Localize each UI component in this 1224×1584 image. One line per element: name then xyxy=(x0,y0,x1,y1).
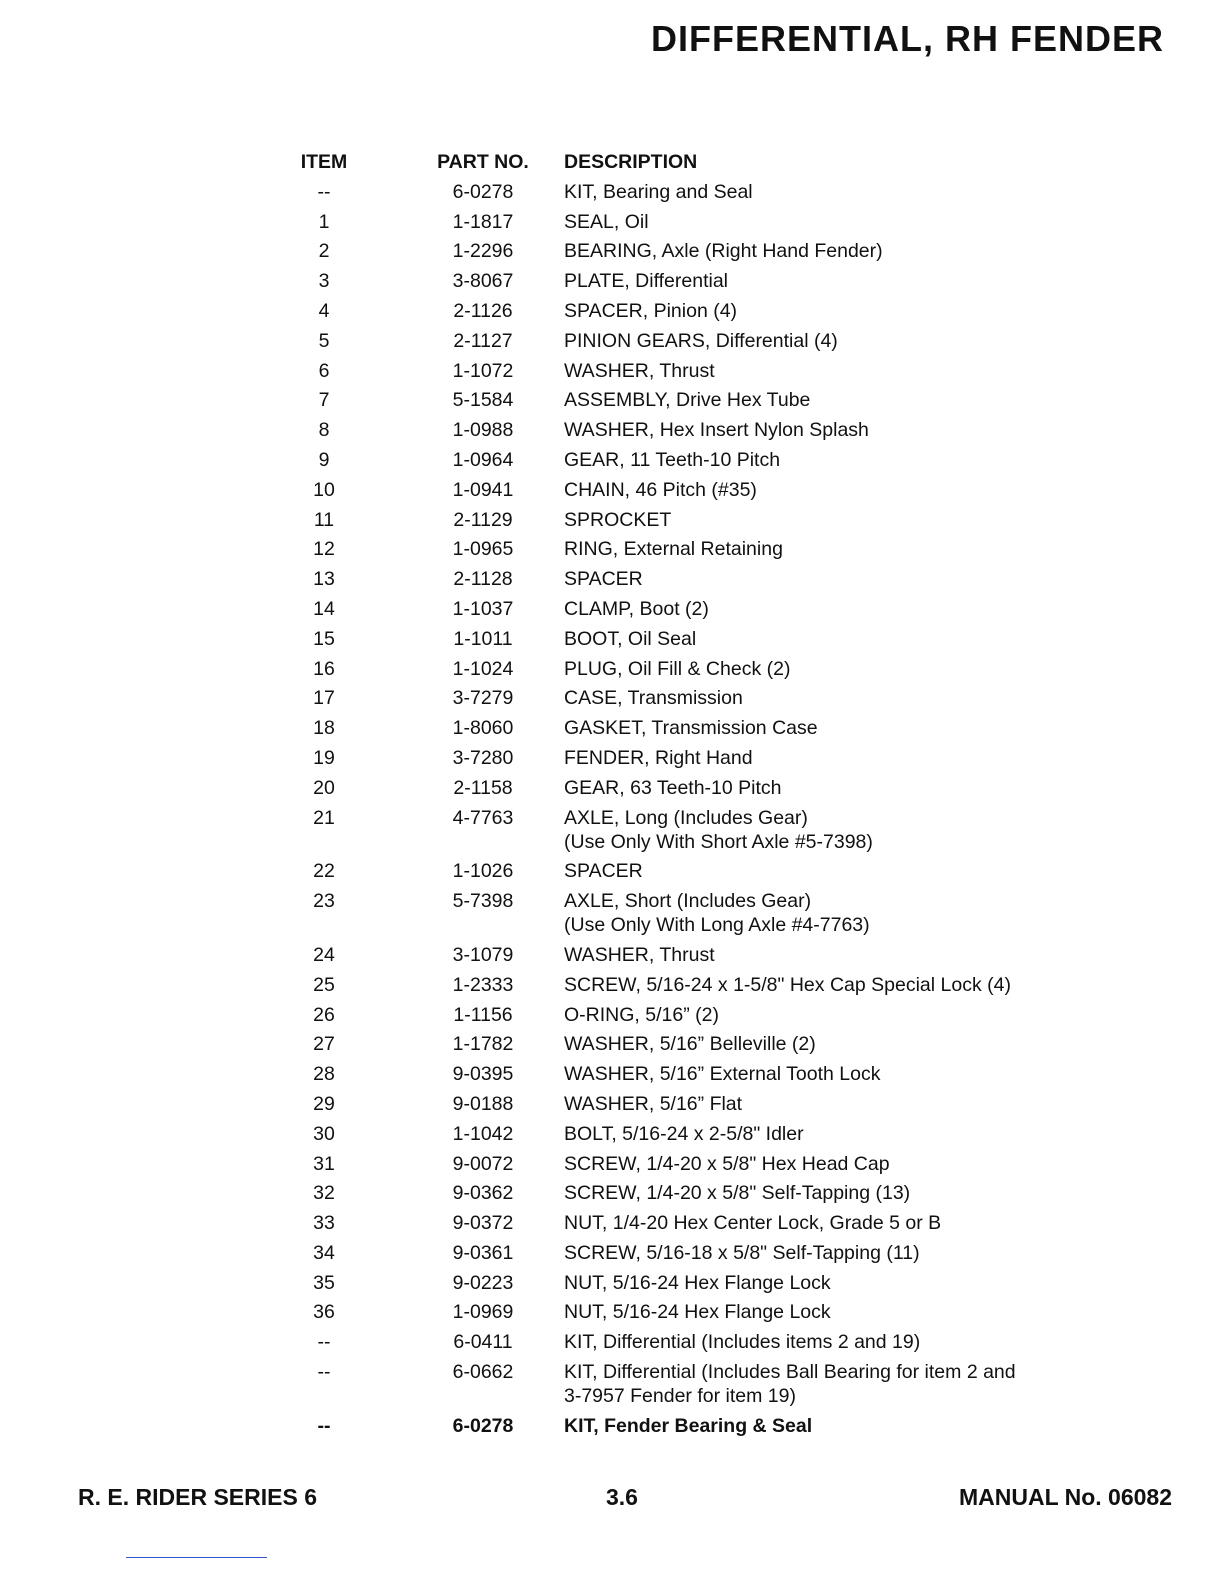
description-line: SPROCKET xyxy=(564,508,672,531)
part-number-cell: 2-1127 xyxy=(453,329,513,352)
description-line: (Use Only With Long Axle #4-7763) xyxy=(564,914,870,937)
bottom-rule-line xyxy=(126,1557,267,1558)
description-line: BEARING, Axle (Right Hand Fender) xyxy=(564,240,883,263)
item-number-cell: 5 xyxy=(318,329,330,352)
part-number-cell: 1-1026 xyxy=(452,860,514,883)
table-row xyxy=(280,1152,1080,1176)
item-number-cell: -- xyxy=(317,1361,331,1384)
part-number-cell: 3-7280 xyxy=(452,746,514,769)
description-cell xyxy=(564,508,1080,532)
description-cell xyxy=(564,1414,1080,1438)
description-line: SCREW, 5/16-18 x 5/8" Self-Tapping (11) xyxy=(564,1241,920,1264)
table-row xyxy=(280,1181,1080,1205)
item-number-cell: 18 xyxy=(313,717,335,740)
item-number-cell: 23 xyxy=(313,890,335,913)
description-line: CASE, Transmission xyxy=(564,687,743,710)
item-number-cell: 11 xyxy=(313,508,335,531)
description-cell xyxy=(564,478,1080,502)
item-number-cell: 16 xyxy=(313,657,335,680)
table-header-row xyxy=(280,150,1080,174)
part-number-cell: 2-1128 xyxy=(453,568,513,591)
description-line: SCREW, 5/16-24 x 1-5/8" Hex Cap Special Lock (4) xyxy=(564,973,1011,996)
item-number-cell: 8 xyxy=(318,419,330,442)
item-number-cell: 25 xyxy=(313,973,335,996)
page-title: DIFFERENTIAL, RH FENDER xyxy=(651,18,1164,59)
table-row xyxy=(280,239,1080,263)
description-line: AXLE, Long (Includes Gear) xyxy=(564,806,808,829)
part-number-cell: 6-0278 xyxy=(452,180,514,203)
description-line: KIT, Differential (Includes Ball Bearing for item 2 and xyxy=(564,1361,1016,1384)
item-number-cell: 34 xyxy=(313,1241,335,1264)
part-number-cell: 1-1782 xyxy=(452,1033,514,1056)
description-line: SEAL, Oil xyxy=(564,210,649,233)
table-row xyxy=(280,859,1080,883)
item-number-cell: 30 xyxy=(313,1122,335,1145)
description-line: SPACER xyxy=(564,860,643,883)
part-number-cell: 1-2296 xyxy=(452,240,514,263)
item-number-cell: 7 xyxy=(318,389,330,412)
table-row xyxy=(280,1414,1080,1438)
description-cell xyxy=(564,716,1080,740)
item-number-cell: -- xyxy=(317,1331,331,1354)
part-number-cell: 6-0662 xyxy=(452,1361,514,1384)
table-row xyxy=(280,537,1080,561)
description-cell xyxy=(564,269,1080,293)
description-cell xyxy=(564,597,1080,621)
description-line: NUT, 5/16-24 Hex Flange Lock xyxy=(564,1271,831,1294)
description-line: CHAIN, 46 Pitch (#35) xyxy=(564,478,757,501)
description-cell xyxy=(564,1300,1080,1324)
part-number-cell: 5-7398 xyxy=(452,890,514,913)
part-number-cell: 1-1011 xyxy=(453,627,513,650)
description-cell xyxy=(564,1271,1080,1295)
item-number-cell: 17 xyxy=(313,687,335,710)
description-line: PINION GEARS, Differential (4) xyxy=(564,329,838,352)
description-line: AXLE, Short (Includes Gear) xyxy=(564,890,812,913)
description-line: O-RING, 5/16” (2) xyxy=(564,1003,719,1026)
table-row xyxy=(280,1032,1080,1056)
item-number-cell: 10 xyxy=(313,478,335,501)
part-number-cell: 5-1584 xyxy=(452,389,514,412)
page-footer xyxy=(78,1484,1172,1514)
part-number-cell: 1-8060 xyxy=(452,717,514,740)
description-cell xyxy=(564,1152,1080,1176)
table-row xyxy=(280,627,1080,651)
table-row xyxy=(280,448,1080,472)
part-number-cell: 1-0965 xyxy=(452,538,514,561)
part-number-cell: 1-1817 xyxy=(452,210,514,233)
part-number-cell: 3-7279 xyxy=(452,687,514,710)
description-line: WASHER, Thrust xyxy=(564,943,715,966)
footer-page-number: 3.6 xyxy=(606,1484,638,1510)
description-cell xyxy=(564,239,1080,263)
table-row xyxy=(280,1300,1080,1324)
part-number-cell: 4-7763 xyxy=(452,806,514,829)
description-line: CLAMP, Boot (2) xyxy=(564,597,709,620)
part-number-cell: 1-1024 xyxy=(452,657,514,680)
item-number-cell: 33 xyxy=(313,1212,335,1235)
part-number-cell: 1-0941 xyxy=(452,478,514,501)
table-row xyxy=(280,776,1080,800)
item-number-cell: 6 xyxy=(318,359,330,382)
description-cell xyxy=(564,1092,1080,1116)
item-number-cell: 29 xyxy=(313,1092,335,1115)
description-line: WASHER, 5/16” Flat xyxy=(564,1092,743,1115)
part-number-cell: 3-8067 xyxy=(452,270,514,293)
part-number-cell: 1-0988 xyxy=(452,419,514,442)
item-number-cell: 1 xyxy=(318,210,330,233)
part-number-cell: 1-1042 xyxy=(452,1122,514,1145)
table-row xyxy=(280,1360,1080,1408)
description-cell xyxy=(564,1062,1080,1086)
table-row xyxy=(280,508,1080,532)
item-number-cell: -- xyxy=(317,1414,331,1437)
item-number-cell: 13 xyxy=(313,568,335,591)
item-number-cell: 20 xyxy=(313,776,335,799)
part-number-cell: 9-0188 xyxy=(452,1092,514,1115)
part-number-cell: 9-0223 xyxy=(452,1271,514,1294)
description-cell xyxy=(564,1211,1080,1235)
table-row xyxy=(280,269,1080,293)
part-number-cell: 9-0372 xyxy=(452,1212,514,1235)
part-number-cell: 1-0969 xyxy=(452,1301,514,1324)
part-number-cell: 6-0411 xyxy=(453,1331,513,1354)
item-number-cell: 12 xyxy=(313,538,335,561)
description-line: SPACER xyxy=(564,568,643,591)
table-row xyxy=(280,1211,1080,1235)
table-row xyxy=(280,478,1080,502)
description-cell xyxy=(564,627,1080,651)
item-number-cell: -- xyxy=(317,180,331,203)
description-cell xyxy=(564,448,1080,472)
table-row xyxy=(280,210,1080,234)
table-row xyxy=(280,943,1080,967)
table-row xyxy=(280,973,1080,997)
description-line: KIT, Fender Bearing & Seal xyxy=(564,1414,813,1437)
description-cell xyxy=(564,1360,1080,1408)
description-line: RING, External Retaining xyxy=(564,538,783,561)
description-cell xyxy=(564,1032,1080,1056)
part-number-cell: 3-1079 xyxy=(452,943,514,966)
description-line: BOLT, 5/16-24 x 2-5/8" Idler xyxy=(564,1122,804,1145)
item-number-cell: 32 xyxy=(313,1182,335,1205)
description-cell xyxy=(564,1003,1080,1027)
description-line: WASHER, 5/16” External Tooth Lock xyxy=(564,1063,881,1086)
description-cell xyxy=(564,1330,1080,1354)
footer-series-name: R. E. RIDER SERIES 6 xyxy=(78,1484,318,1510)
item-number-cell: 15 xyxy=(313,627,335,650)
table-row xyxy=(280,418,1080,442)
description-line: PLATE, Differential xyxy=(564,270,729,293)
item-number-cell: 35 xyxy=(313,1271,335,1294)
description-line: 3-7957 Fender for item 19) xyxy=(564,1385,796,1408)
description-cell xyxy=(564,537,1080,561)
description-cell xyxy=(564,210,1080,234)
description-cell xyxy=(564,359,1080,383)
table-row xyxy=(280,567,1080,591)
description-cell xyxy=(564,746,1080,770)
description-cell xyxy=(564,418,1080,442)
part-no-column-header: PART NO. xyxy=(437,151,529,173)
table-row xyxy=(280,299,1080,323)
table-row xyxy=(280,597,1080,621)
description-line: SCREW, 1/4-20 x 5/8" Hex Head Cap xyxy=(564,1152,890,1175)
description-cell xyxy=(564,806,1080,854)
table-row xyxy=(280,180,1080,204)
part-number-cell: 2-1129 xyxy=(453,508,513,531)
description-line: GEAR, 63 Teeth-10 Pitch xyxy=(564,776,782,799)
parts-table xyxy=(280,150,1080,1438)
description-cell xyxy=(564,299,1080,323)
part-number-cell: 1-1072 xyxy=(452,359,514,382)
table-row xyxy=(280,746,1080,770)
item-number-cell: 9 xyxy=(318,448,330,471)
item-number-cell: 22 xyxy=(313,860,335,883)
table-row xyxy=(280,359,1080,383)
description-line: BOOT, Oil Seal xyxy=(564,627,697,650)
item-number-cell: 19 xyxy=(313,746,335,769)
description-line: ASSEMBLY, Drive Hex Tube xyxy=(564,389,811,412)
description-line: NUT, 1/4-20 Hex Center Lock, Grade 5 or B xyxy=(564,1212,942,1235)
description-cell xyxy=(564,943,1080,967)
table-row xyxy=(280,1122,1080,1146)
item-number-cell: 27 xyxy=(313,1033,335,1056)
description-cell xyxy=(564,776,1080,800)
item-number-cell: 26 xyxy=(313,1003,335,1026)
description-line: (Use Only With Short Axle #5-7398) xyxy=(564,830,873,853)
description-line: WASHER, Thrust xyxy=(564,359,715,382)
table-row xyxy=(280,657,1080,681)
part-number-cell: 1-1037 xyxy=(452,597,514,620)
description-cell xyxy=(564,889,1080,937)
table-row xyxy=(280,1241,1080,1265)
part-number-cell: 1-2333 xyxy=(452,973,514,996)
description-line: KIT, Differential (Includes items 2 and 19) xyxy=(564,1331,921,1354)
table-row xyxy=(280,1271,1080,1295)
item-number-cell: 2 xyxy=(318,240,330,263)
part-number-cell: 9-0395 xyxy=(452,1063,514,1086)
item-number-cell: 4 xyxy=(318,299,330,322)
description-cell xyxy=(564,859,1080,883)
description-cell xyxy=(564,1122,1080,1146)
table-row xyxy=(280,1062,1080,1086)
description-line: PLUG, Oil Fill & Check (2) xyxy=(564,657,791,680)
item-number-cell: 3 xyxy=(318,270,330,293)
description-line: KIT, Bearing and Seal xyxy=(564,180,753,203)
item-column-header: ITEM xyxy=(300,151,348,173)
part-number-cell: 1-1156 xyxy=(453,1003,513,1026)
part-number-cell: 1-0964 xyxy=(452,448,514,471)
table-row xyxy=(280,716,1080,740)
table-row xyxy=(280,1330,1080,1354)
part-number-cell: 9-0362 xyxy=(452,1182,514,1205)
part-number-cell: 2-1158 xyxy=(453,776,513,799)
description-column-header: DESCRIPTION xyxy=(564,151,698,173)
description-line: SCREW, 1/4-20 x 5/8" Self-Tapping (13) xyxy=(564,1182,911,1205)
table-row xyxy=(280,329,1080,353)
description-line: NUT, 5/16-24 Hex Flange Lock xyxy=(564,1301,831,1324)
description-cell xyxy=(564,180,1080,204)
description-cell xyxy=(564,686,1080,710)
part-number-cell: 9-0072 xyxy=(452,1152,514,1175)
table-row xyxy=(280,686,1080,710)
item-number-cell: 24 xyxy=(313,943,335,966)
footer-manual-number: MANUAL No. 06082 xyxy=(958,1484,1172,1510)
table-row xyxy=(280,1003,1080,1027)
table-row xyxy=(280,806,1080,854)
part-number-cell: 9-0361 xyxy=(452,1241,514,1264)
item-number-cell: 28 xyxy=(313,1063,335,1086)
description-cell xyxy=(564,657,1080,681)
description-line: WASHER, Hex Insert Nylon Splash xyxy=(564,419,869,442)
item-number-cell: 21 xyxy=(313,806,335,829)
table-row xyxy=(280,1092,1080,1116)
description-cell xyxy=(564,329,1080,353)
description-cell xyxy=(564,567,1080,591)
description-cell xyxy=(564,1241,1080,1265)
table-row xyxy=(280,889,1080,937)
description-line: WASHER, 5/16” Belleville (2) xyxy=(564,1033,816,1056)
part-number-cell: 6-0278 xyxy=(452,1414,514,1437)
item-number-cell: 31 xyxy=(313,1152,335,1175)
table-row xyxy=(280,388,1080,412)
description-line: SPACER, Pinion (4) xyxy=(564,299,738,322)
description-line: GEAR, 11 Teeth-10 Pitch xyxy=(564,448,781,471)
item-number-cell: 14 xyxy=(313,597,335,620)
description-cell xyxy=(564,1181,1080,1205)
description-cell xyxy=(564,973,1080,997)
description-cell xyxy=(564,388,1080,412)
item-number-cell: 36 xyxy=(313,1301,335,1324)
description-line: GASKET, Transmission Case xyxy=(564,717,818,740)
part-number-cell: 2-1126 xyxy=(453,299,513,322)
description-line: FENDER, Right Hand xyxy=(564,746,753,769)
